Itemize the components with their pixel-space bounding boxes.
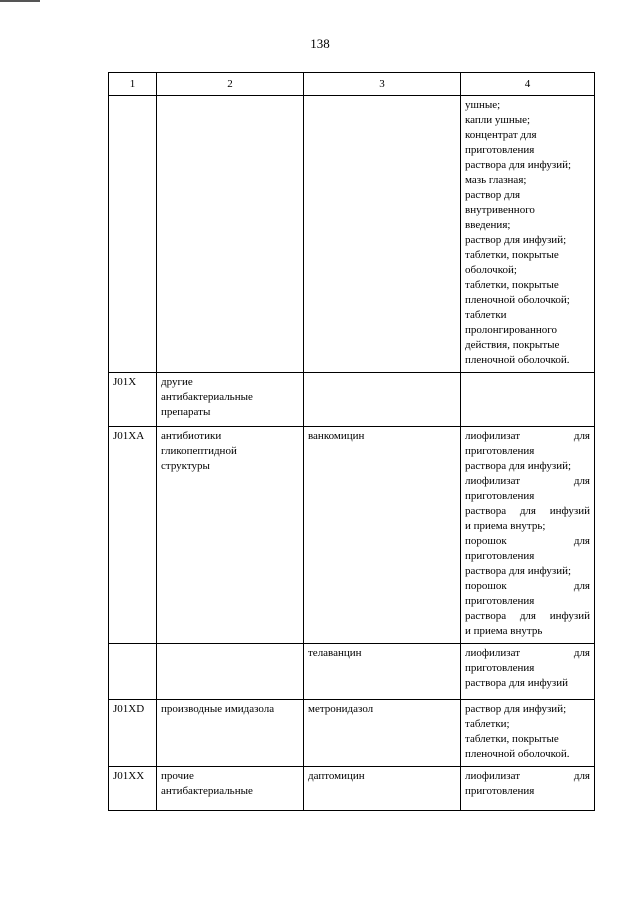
drug-table	[108, 72, 595, 811]
dosage-form-line: раствора для инфузий	[465, 505, 590, 517]
drug-name-cell: даптомицин	[304, 767, 461, 811]
drug-name-cell: ванкомицин	[304, 427, 461, 644]
dosage-form-line: оболочкой;	[465, 264, 517, 276]
dosage-form-line: таблетки	[465, 309, 507, 321]
dosage-form-line: раствора для инфузий;	[465, 460, 572, 472]
group-name-line: препараты	[161, 406, 211, 418]
dosage-form-line: лиофилизат для	[465, 475, 590, 487]
group-name-line: прочие	[161, 770, 194, 782]
dosage-form-line: капли ушные;	[465, 114, 531, 126]
group-name-line: структуры	[161, 460, 210, 472]
dosage-form-line: приготовления	[465, 445, 535, 457]
group-name-cell	[157, 427, 304, 644]
dosage-forms-cell	[461, 700, 595, 767]
dosage-form-line: таблетки, покрытые	[465, 279, 559, 291]
column-number-1: 1	[109, 73, 157, 96]
dosage-form-line: приготовления	[465, 662, 535, 674]
group-name-line: гликопептидной	[161, 445, 237, 457]
atc-code-cell	[109, 96, 157, 373]
dosage-form-line: приготовления	[465, 550, 535, 562]
dosage-form-line: и приема внутрь	[465, 625, 543, 637]
dosage-form-line: и приема внутрь;	[465, 520, 546, 532]
drug-name-cell: телаванцин	[304, 644, 461, 700]
dosage-form-line: лиофилизат для	[465, 647, 590, 659]
drug-name-cell	[304, 96, 461, 373]
dosage-form-line: введения;	[465, 219, 511, 231]
table-header-row	[109, 73, 595, 96]
dosage-forms-cell	[461, 767, 595, 811]
dosage-form-line: раствора для инфузий	[465, 677, 568, 689]
column-number-3: 3	[304, 73, 461, 96]
dosage-form-line: порошок для	[465, 580, 590, 592]
dosage-form-line: таблетки, покрытые	[465, 733, 559, 745]
atc-code-cell: J01XD	[109, 700, 157, 767]
group-name-line: антибиотики	[161, 430, 222, 442]
dosage-form-line: пленочной оболочкой;	[465, 294, 570, 306]
group-name-line: другие	[161, 376, 193, 388]
dosage-form-line: раствор для инфузий;	[465, 234, 567, 246]
dosage-forms-cell	[461, 373, 595, 427]
dosage-form-line: раствора для инфузий;	[465, 565, 572, 577]
dosage-form-line: раствора для инфузий;	[465, 159, 572, 171]
dosage-form-line: приготовления	[465, 144, 535, 156]
dosage-form-line: внутривенного	[465, 204, 535, 216]
dosage-form-line: приготовления	[465, 595, 535, 607]
dosage-form-line: приготовления	[465, 785, 535, 797]
dosage-form-line: раствор для инфузий;	[465, 703, 567, 715]
atc-code-cell	[109, 644, 157, 700]
dosage-form-line: раствор для	[465, 189, 521, 201]
dosage-form-line: пленочной оболочкой.	[465, 748, 570, 760]
dosage-form-line: лиофилизат для	[465, 770, 590, 782]
scan-corner-mark	[0, 0, 40, 2]
dosage-form-line: порошок для	[465, 535, 590, 547]
column-number-2: 2	[157, 73, 304, 96]
atc-code-cell: J01XX	[109, 767, 157, 811]
group-name-cell	[157, 644, 304, 700]
table-row	[109, 767, 595, 811]
dosage-form-line: раствора для инфузий	[465, 610, 590, 622]
dosage-form-line: мазь глазная;	[465, 174, 527, 186]
dosage-form-line: лиофилизат для	[465, 430, 590, 442]
column-number-4: 4	[461, 73, 595, 96]
table-row	[109, 644, 595, 700]
drug-name-cell: метронидазол	[304, 700, 461, 767]
group-name-line: антибактериальные	[161, 391, 253, 403]
table-row	[109, 96, 595, 373]
table-row	[109, 427, 595, 644]
drug-name-cell	[304, 373, 461, 427]
dosage-form-line: ушные;	[465, 99, 501, 111]
dosage-form-line: концентрат для	[465, 129, 537, 141]
table-row	[109, 700, 595, 767]
atc-code-cell: J01X	[109, 373, 157, 427]
group-name-cell	[157, 96, 304, 373]
atc-code-cell: J01XA	[109, 427, 157, 644]
dosage-forms-cell	[461, 644, 595, 700]
group-name-cell	[157, 700, 304, 767]
dosage-forms-cell	[461, 427, 595, 644]
dosage-form-line: пролонгированного	[465, 324, 557, 336]
dosage-forms-cell	[461, 96, 595, 373]
dosage-form-line: приготовления	[465, 490, 535, 502]
dosage-form-line: таблетки;	[465, 718, 510, 730]
dosage-form-line: пленочной оболочкой.	[465, 354, 570, 366]
group-name-cell	[157, 767, 304, 811]
table-body	[109, 73, 595, 811]
table-row	[109, 373, 595, 427]
dosage-form-line: действия, покрытые	[465, 339, 560, 351]
group-name-line: производные имидазола	[161, 703, 275, 715]
dosage-form-line: таблетки, покрытые	[465, 249, 559, 261]
page-number: 138	[310, 36, 330, 51]
group-name-line: антибактериальные	[161, 785, 253, 797]
group-name-cell	[157, 373, 304, 427]
